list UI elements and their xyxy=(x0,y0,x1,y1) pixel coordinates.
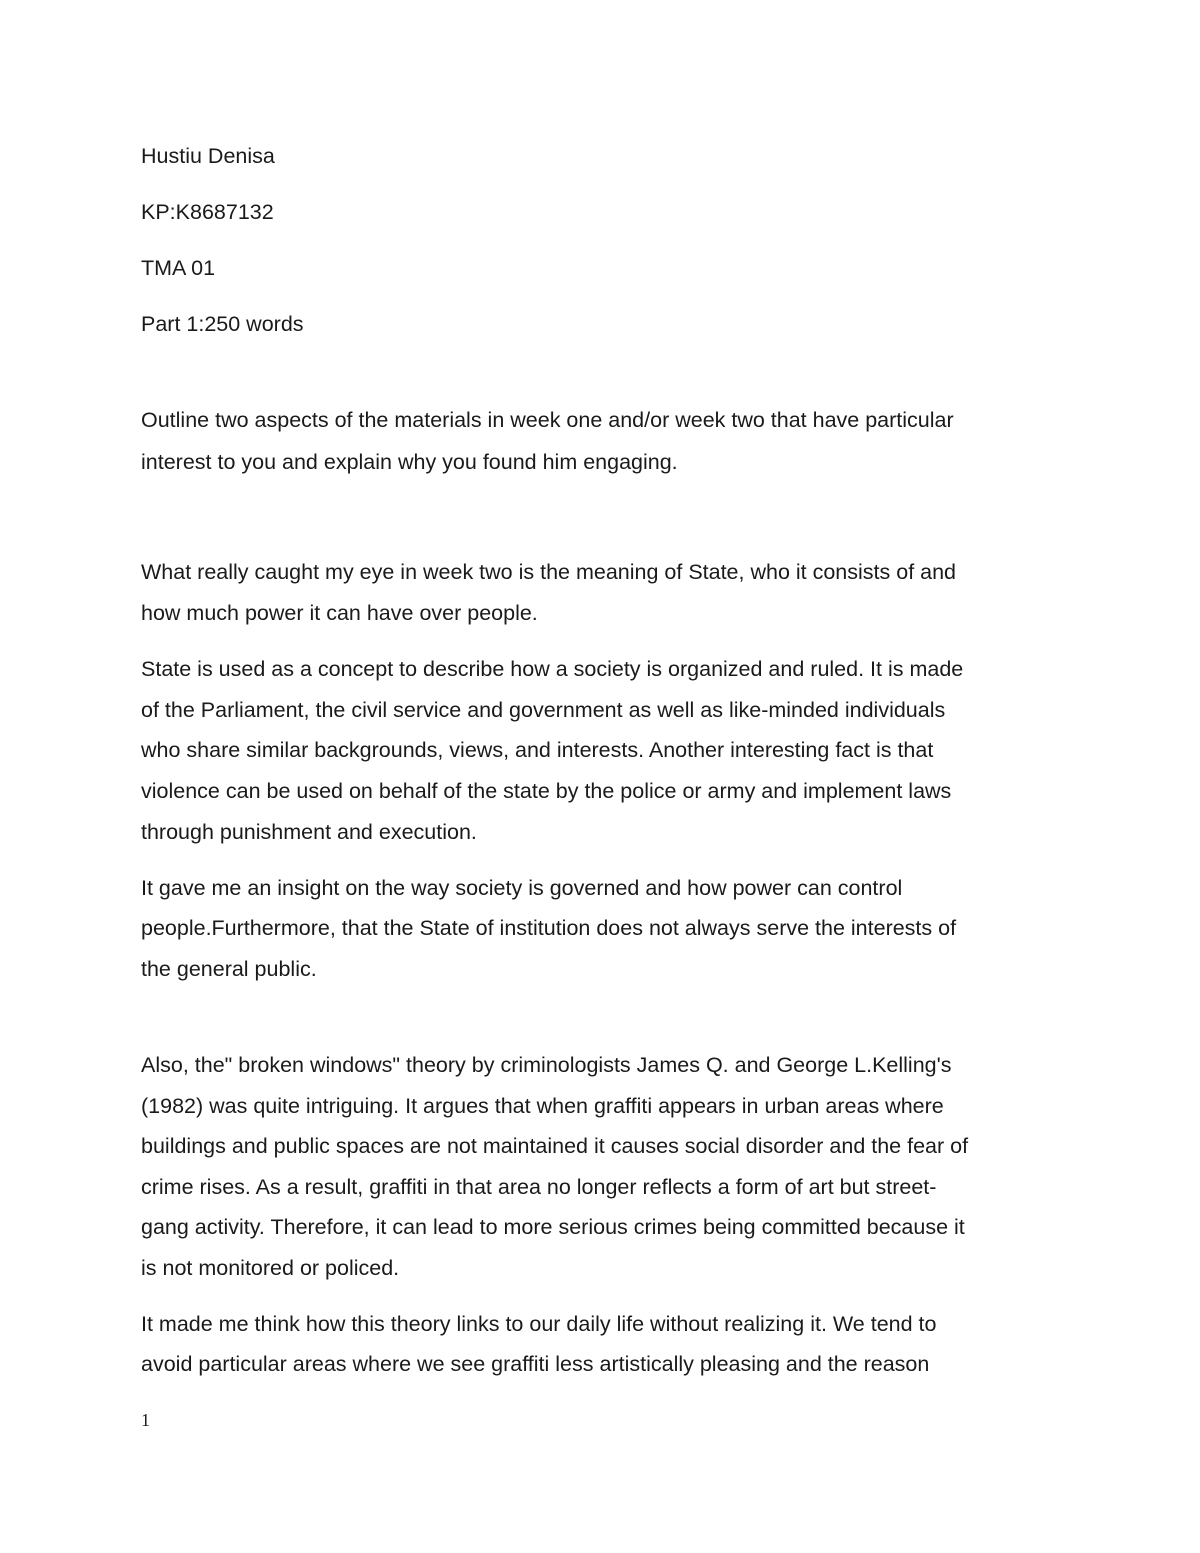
paragraph-line: (1982) was quite intriguing. It argues that when graffiti appears in urban areas where xyxy=(141,1094,944,1118)
paragraph-line: avoid particular areas where we see graffiti less artistically pleasing and the reason xyxy=(141,1352,930,1376)
question-line: interest to you and explain why you found him engaging. xyxy=(141,450,678,474)
paragraph-line: gang activity. Therefore, it can lead to more serious crimes being committed because it xyxy=(141,1215,965,1239)
paragraph-line: of the Parliament, the civil service and government as well as like-minded individuals xyxy=(141,698,946,722)
paragraph-line: through punishment and execution. xyxy=(141,820,477,844)
paragraph-line: people.Furthermore, that the State of institution does not always serve the interests of xyxy=(141,916,957,940)
author-name: Hustiu Denisa xyxy=(141,144,275,168)
part-heading: Part 1:250 words xyxy=(141,312,304,336)
paragraph-line: is not monitored or policed. xyxy=(141,1256,400,1280)
paragraph-line: buildings and public spaces are not maintained it causes social disorder and the fear of xyxy=(141,1134,969,1158)
paragraph-line: What really caught my eye in week two is the meaning of State, who it consists of and xyxy=(141,560,957,584)
paragraph-line: State is used as a concept to describe how a society is organized and ruled. It is made xyxy=(141,657,964,681)
student-id: KP:K8687132 xyxy=(141,200,274,224)
question-line: Outline two aspects of the materials in week one and/or week two that have particular xyxy=(141,408,954,432)
paragraph-line: who share similar backgrounds, views, and interests. Another interesting fact is that xyxy=(141,738,934,762)
assignment-code: TMA 01 xyxy=(141,256,216,280)
paragraph-line: the general public. xyxy=(141,957,317,981)
paragraph-line: crime rises. As a result, graffiti in that area no longer reflects a form of art but street- xyxy=(141,1175,937,1199)
paragraph-line: Also, the" broken windows" theory by criminologists James Q. and George L.Kelling's xyxy=(141,1053,952,1077)
paragraph-line: It made me think how this theory links to our daily life without realizing it. We tend to xyxy=(141,1312,937,1336)
paragraph-line: violence can be used on behalf of the state by the police or army and implement laws xyxy=(141,779,952,803)
paragraph-line: It gave me an insight on the way society is governed and how power can control xyxy=(141,876,903,900)
paragraph-line: how much power it can have over people. xyxy=(141,601,538,625)
page-number: 1 xyxy=(141,1410,150,1430)
